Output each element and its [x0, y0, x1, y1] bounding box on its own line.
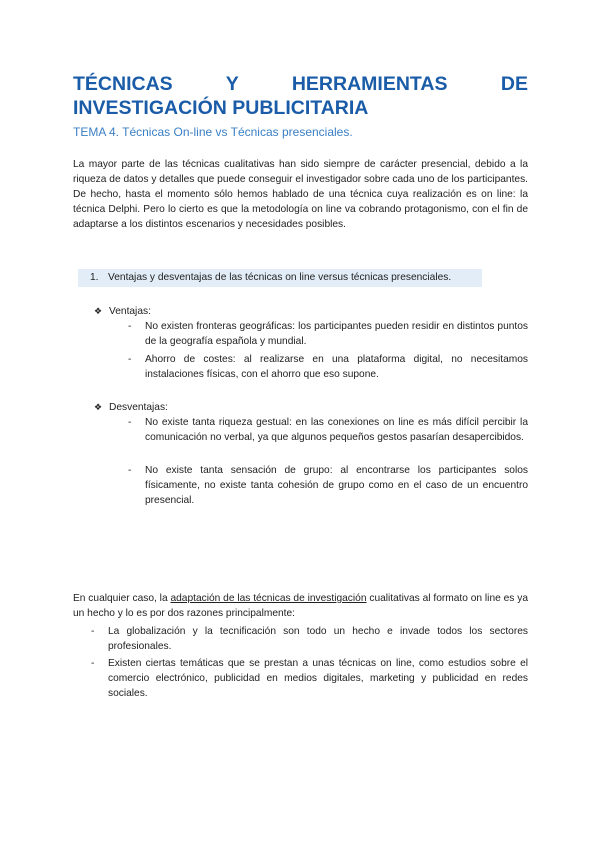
closing-suffix: cualitativas al formato on line es ya un hecho y lo es por dos razones principalmente: — [73, 593, 528, 619]
closing-prefix: En cualquier caso, la — [73, 593, 171, 604]
reason-text: La globalización y la tecnificación son todo un hecho e invade todos los sectores profesionales. — [108, 626, 528, 652]
dash-bullet: - — [128, 354, 132, 365]
desventaja-text: No existe tanta riqueza gestual: en las conexiones on line es más difícil percibir la comunicación no verbal, ya que algunos pequeños gestos pasarían desapercibidos. — [145, 417, 528, 443]
dash-bullet: - — [91, 626, 95, 637]
dash-bullet: - — [128, 417, 132, 428]
diamond-bullet-icon: ❖ — [94, 402, 103, 412]
reason-text: Existen ciertas temáticas que se prestan a unas técnicas on line, como estudios sobre el comercio electrónico, publicidad en medios digitales, marketing y publicidad en redes sociales. — [108, 658, 528, 699]
ventajas-label: Ventajas: — [109, 306, 151, 317]
dash-bullet: - — [128, 321, 132, 332]
closing-paragraph — [73, 591, 528, 621]
numbered-heading-number: 1. — [90, 272, 99, 283]
diamond-bullet-icon: ❖ — [94, 306, 103, 316]
dash-bullet: - — [91, 658, 95, 669]
closing-underlined-phrase: adaptación de las técnicas de investigación — [170, 593, 367, 604]
desventajas-label: Desventajas: — [109, 402, 168, 413]
numbered-heading-text: Ventajas y desventajas de las técnicas on line versus técnicas presenciales. — [108, 272, 452, 283]
dash-bullet: - — [128, 465, 132, 476]
intro-paragraph: La mayor parte de las técnicas cualitativas han sido siempre de carácter presencial, debido a la riqueza de datos y detalles que puede conseguir el investigador sobre cada uno de los participantes. De hecho, hasta el momento sólo hemos hablado de una técnica cuya realización es on line: la técnica Delphi. Pero lo cierto es que la metodología on line va cobrando protagonismo, con el fin de adaptarse a los distintos escenarios y necesidades posibles. — [73, 159, 528, 230]
ventaja-text: Ahorro de costes: al realizarse en una plataforma digital, no necesitamos instalaciones físicas, con el ahorro que eso supone. — [145, 354, 528, 380]
ventaja-text: No existen fronteras geográficas: los participantes pueden residir en distintos puntos de la geografía española y mundial. — [145, 321, 528, 347]
numbered-heading — [78, 269, 482, 287]
document-title: TÉCNICAS Y HERRAMIENTAS DE INVESTIGACIÓN PUBLICITARIA — [73, 73, 528, 119]
document-subtitle: TEMA 4. Técnicas On-line vs Técnicas presenciales. — [73, 125, 353, 139]
desventaja-text: No existe tanta sensación de grupo: al encontrarse los participantes solos físicamente, no existe tanta cohesión de grupo como en el caso de un encuentro presencial. — [145, 465, 528, 506]
